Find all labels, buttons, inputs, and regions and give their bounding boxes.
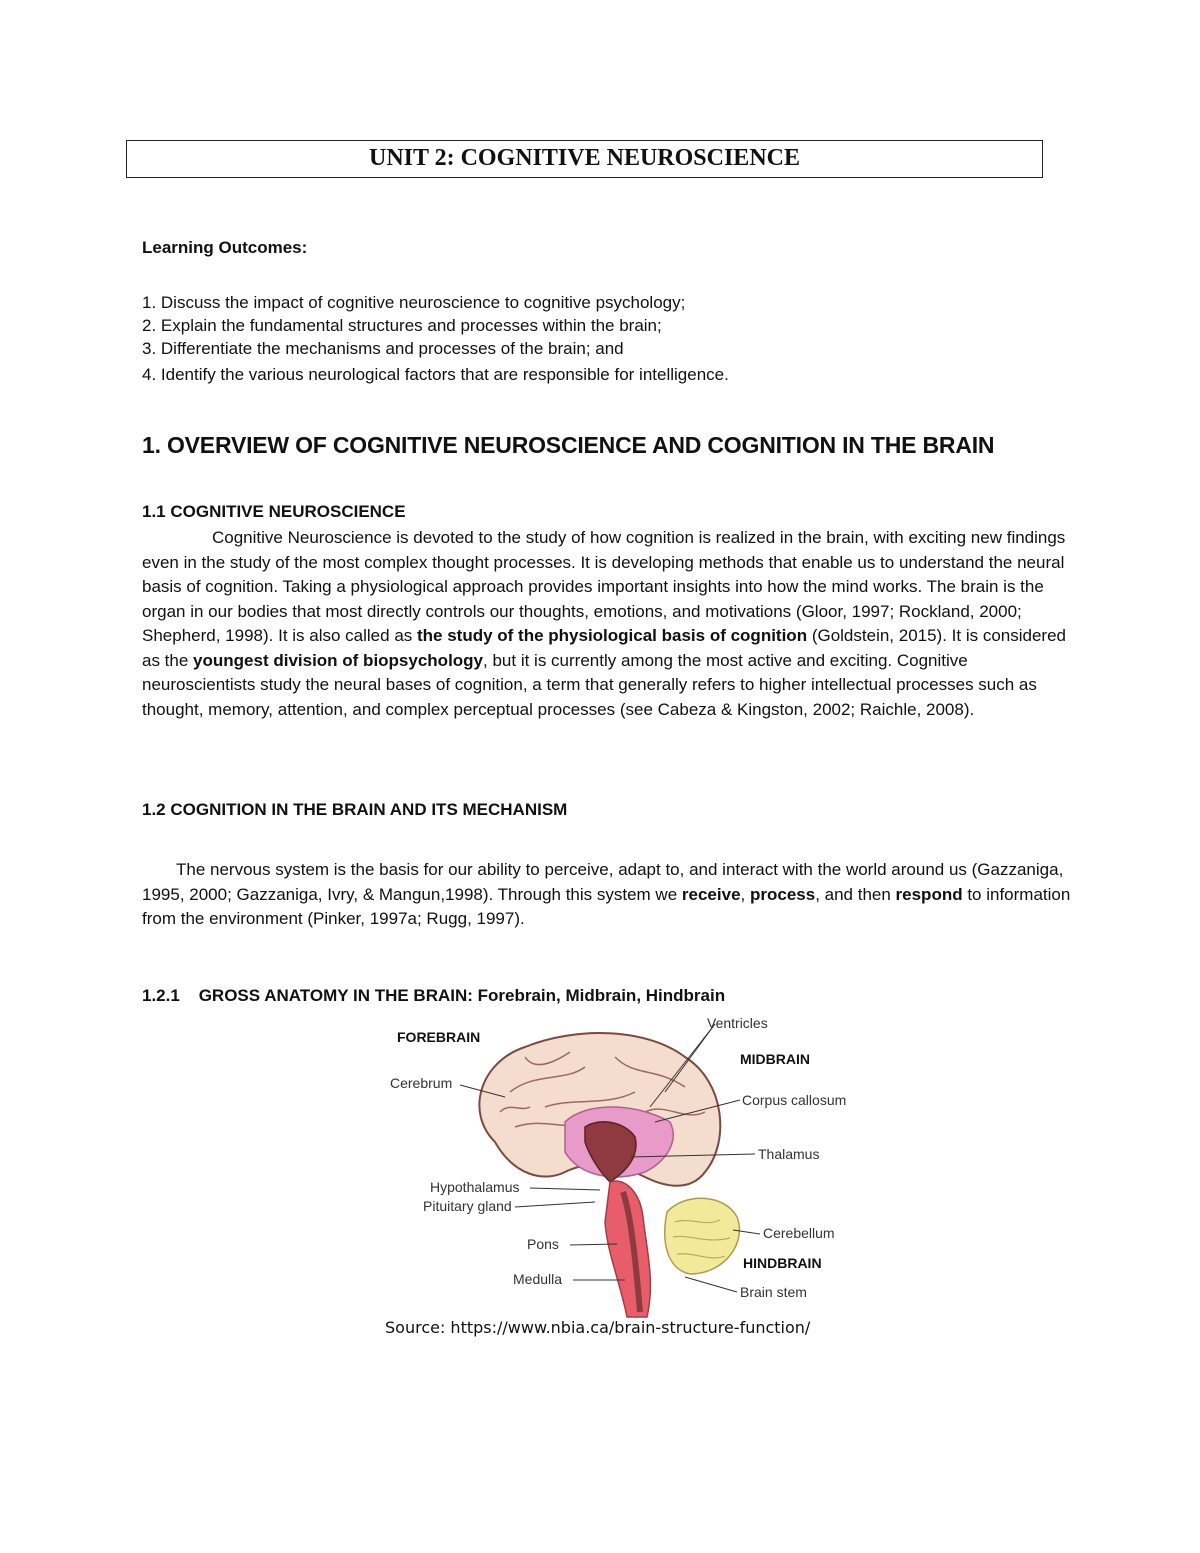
- figure-caption: Source: https://www.nbia.ca/brain-structure-function/: [385, 1318, 811, 1337]
- label-thalamus: Thalamus: [758, 1146, 820, 1162]
- bold-term: respond: [895, 884, 963, 904]
- section-1-2-1-heading: 1.2.1 GROSS ANATOMY IN THE BRAIN: Forebrain, Midbrain, Hindbrain: [142, 986, 726, 1005]
- paragraph-text: , and then: [815, 884, 896, 904]
- section-1-1-heading: 1.1 COGNITIVE NEUROSCIENCE: [142, 502, 406, 521]
- paragraph-text: Cognitive Neuroscience is devoted to the study of how cognition is realized in the brain, with exciting new findings even in the study of the most complex thought processes. It is developing methods that enable us to understand the neural basis of cognition. Taking a physiological approach provides important insights into how the mind works. The brain is the organ in our bodies that most directly controls our thoughts, emotions, and motivations (Gloor, 1997; Rockland, 2000; Shepherd, 1998). It is also called as: [142, 528, 1066, 645]
- label-cerebellum: Cerebellum: [763, 1225, 835, 1241]
- label-ventricles: Ventricles: [707, 1015, 768, 1031]
- label-medulla: Medulla: [513, 1271, 563, 1287]
- section-1-2-heading: 1.2 COGNITION IN THE BRAIN AND ITS MECHANISM: [142, 800, 568, 819]
- label-hypothalamus: Hypothalamus: [430, 1179, 520, 1195]
- section-1-2-paragraph: [142, 858, 1082, 932]
- outcome-item: 3. Differentiate the mechanisms and processes of the brain; and: [142, 339, 624, 358]
- label-cerebrum: Cerebrum: [390, 1075, 453, 1091]
- label-midbrain: MIDBRAIN: [740, 1051, 810, 1067]
- paragraph-text: The nervous system is the basis for our ability to perceive, adapt to, and interact with the world around us (Gazzaniga, 1995, 2000; Gazzaniga, Ivry, & Mangun,1998). Through this system we: [142, 860, 1064, 904]
- learning-outcomes-heading: Learning Outcomes:: [142, 238, 308, 257]
- learning-outcomes-list: [142, 291, 729, 386]
- outcome-item: 1. Discuss the impact of cognitive neuroscience to cognitive psychology;: [142, 293, 686, 312]
- label-brain-stem: Brain stem: [740, 1284, 807, 1300]
- label-forebrain: FOREBRAIN: [397, 1029, 481, 1045]
- label-corpus-callosum: Corpus callosum: [742, 1092, 847, 1108]
- outcome-item: 2. Explain the fundamental structures and processes within the brain;: [142, 316, 662, 335]
- bold-term: receive: [681, 884, 741, 904]
- paragraph-text: to information from the environment (Pinker, 1997a; Rugg, 1997).: [142, 884, 1071, 928]
- unit-title: UNIT 2: COGNITIVE NEUROSCIENCE: [126, 140, 1043, 178]
- label-hindbrain: HINDBRAIN: [743, 1255, 822, 1271]
- bold-term: youngest division of biopsychology: [193, 650, 484, 670]
- paragraph-text: ,: [740, 884, 750, 904]
- label-pons: Pons: [527, 1236, 559, 1252]
- brain-anatomy-figure: [385, 1012, 875, 1324]
- section-1-heading: 1. OVERVIEW OF COGNITIVE NEUROSCIENCE AND COGNITION IN THE BRAIN: [142, 432, 995, 458]
- label-pituitary: Pituitary gland: [423, 1198, 512, 1214]
- paragraph-text: (Goldstein, 2015). It is considered as the: [142, 626, 1067, 670]
- bold-term: process: [749, 884, 816, 904]
- outcome-item: 4. Identify the various neurological factors that are responsible for intelligence.: [142, 365, 729, 384]
- bold-term: the study of the physiological basis of cognition: [417, 626, 808, 645]
- paragraph-text: , but it is currently among the most active and exciting. Cognitive neuroscientists study the neural bases of cognition, a term that generally refers to higher intellectual processes such as thought, memory, attention, and complex perceptual processes (see Cabeza & Kingston, 2002; Raichle, 2008).: [142, 650, 1037, 719]
- section-1-1-paragraph: [142, 526, 1082, 722]
